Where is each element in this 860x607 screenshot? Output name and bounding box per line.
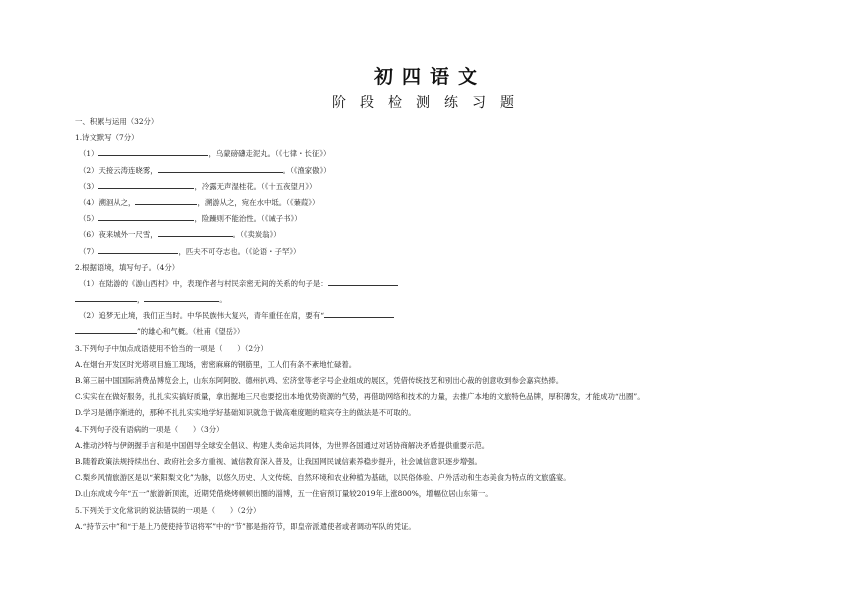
q4-option-c: C.梨乡风情旅游区是以“莱阳梨文化”为脉，以悠久历史、人文传统、自然环境和农业种植为基础，以民俗体验、户外活动和生态美食为特点的文旅盛宴。 [75,473,571,483]
q2-line-4 [75,324,845,340]
q1-l5-num: （5） [79,214,99,224]
q2-line-2 [75,292,845,308]
q1-l3-num: （3） [79,181,99,191]
answer-blank[interactable] [98,211,194,221]
question-3-heading: 3.下列句子中加点成语使用不恰当的一项是（ ）（2分） [75,343,268,353]
q1-line-3 [75,179,845,195]
q2-l2-mid: ， [137,295,145,305]
q2-line-3 [75,308,845,324]
answer-blank[interactable] [135,195,197,205]
answer-blank[interactable] [324,308,394,318]
q1-l4-b: ，溯游从之，宛在水中坻。（《蒹葭》） [197,197,320,207]
q1-line-7 [75,244,845,260]
answer-blank[interactable] [98,146,208,156]
q4-option-a: A.推动沙特与伊朗握手言和是中国倡导全球安全倡议、构建人类命运共同体，为世界各国通过对话协商解决矛盾提供重要示范。 [75,440,490,450]
q1-l2-tail: 。（《渔家傲》） [282,165,331,175]
q2-l3-text: （2）追梦无止境，我们正当时。中华民族伟大复兴，青年重任在肩，要有“ [79,311,324,321]
page-subtitle: 阶段检测练习题 [332,95,528,111]
q3-option-a: A.在烟台开发区时光塔项目施工现场，密密麻麻的钢筋里，工人们有条不紊地忙碌着。 [75,359,357,369]
q1-l1-text: ，乌蒙磅礴走泥丸。（《七律・长征》） [208,149,331,159]
q3-option-d: D.学习是循序渐进的，那种不扎扎实实地学好基础知识就急于做高难度题的喧宾夺主的做法是不可取的。 [75,408,416,418]
q1-line-2 [75,163,845,179]
q4-option-b: B.随着政策法规持续出台、政府社会多方重视、诚信教育深入普及，让我国网民诚信素养稳步提升，社会诚信意识逐步增强。 [75,456,482,466]
q1-line-6 [75,227,845,243]
q1-line-1 [75,146,845,162]
q1-l6-a: （6）夜来城外一尺雪， [79,230,158,240]
q2-l2-tail: 。 [219,295,227,305]
q5-option-a: A.“持节云中”和“于是上乃使使持节诏将军”中的“节”都是指符节，即皇帝派遣使者或者调动军队的凭证。 [75,521,416,531]
q1-l6-b: 。（《卖炭翁》） [232,230,281,240]
answer-blank[interactable] [158,163,283,173]
q1-line-5 [75,211,845,227]
answer-blank[interactable] [144,292,219,302]
q1-l3-text: ，冷露无声湿桂花。（《十五夜望月》） [194,181,317,191]
page-title: 初四语文 [373,66,486,88]
q1-l5-text: ，险躁则不能治性。（《诫子书》） [194,214,302,224]
q1-l2-text: （2）天接云涛连晓雾， [79,165,158,175]
exam-content [75,114,845,535]
question-4-heading: 4.下列句子没有语病的一项是（ ）（3分） [75,424,224,434]
q3-option-b: B.第三届中国国际消费品博览会上，山东东阿阿胶、德州扒鸡、宏济堂等老字号企业组成的展区，凭借传统技艺和别出心裁的创意收到参会嘉宾热捧。 [75,376,564,385]
question-1-heading: 1.诗文默写（7分） [75,133,139,143]
q1-line-4 [75,195,845,211]
q3-option-c: C.实实在在做好服务，扎扎实实搞好质量，拿出掘地三尺也要挖出本地优势资源的气势，再借助网络和技术的力量，去推广本地的文旅特色品牌，厚积薄发，才能成功“出圈”。 [75,392,645,402]
q2-line-1 [75,276,845,292]
q2-l4-tail: ”的雄心和气概。（杜甫《望岳》） [137,327,245,337]
answer-blank[interactable] [98,244,178,254]
q1-l7-num: （7） [79,246,99,256]
q1-l7-text: ，匹夫不可夺志也。（《论语・子罕》） [178,246,301,256]
question-5-heading: 5.下列关于文化常识的说法错误的一项是（ ）（2分） [75,505,261,515]
section-heading: 一、积累与运用（32分） [75,117,159,126]
q4-option-d: D.山东成成今年“五一”旅游新顶流，近期凭借烧烤顿顿出圈的淄博，五一住宿预订量较2019年上涨800%，增幅位居山东第一。 [75,489,493,499]
answer-blank[interactable] [328,276,398,286]
question-2-heading: 2.根据语境，填写句子。（4分） [75,262,180,272]
answer-blank[interactable] [98,179,194,189]
q1-l1-num: （1） [79,149,99,159]
q2-l1-text: （1）在陆游的《游山西村》中，表现作者与村民亲密无间的关系的句子是： [79,278,328,288]
answer-blank[interactable] [75,292,137,302]
answer-blank[interactable] [158,227,233,237]
q1-l4-a: （4）溯洄从之， [79,197,136,207]
answer-blank[interactable] [75,324,137,334]
